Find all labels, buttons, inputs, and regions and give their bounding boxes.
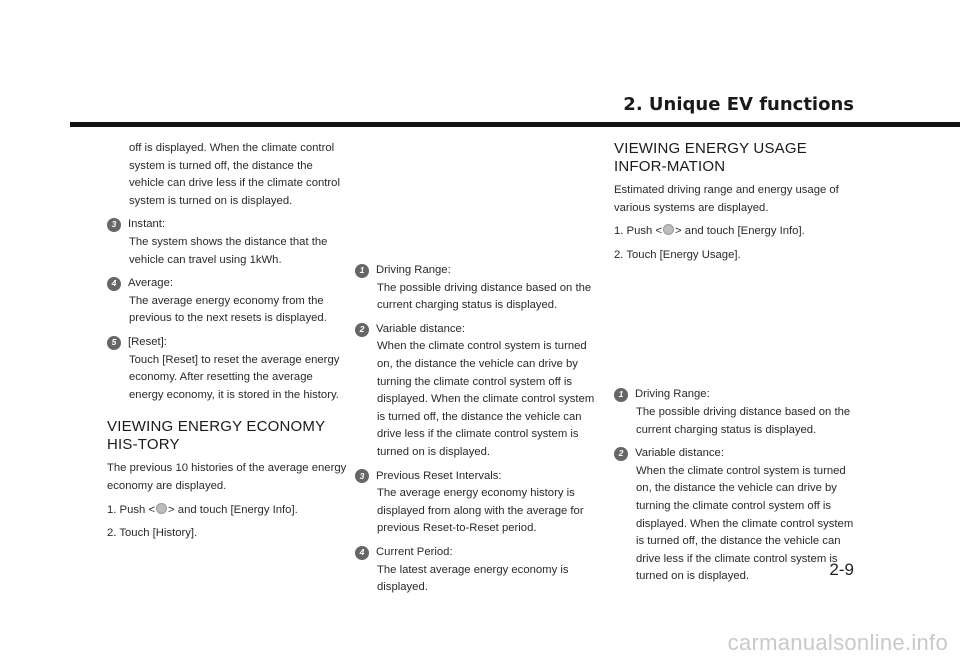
- step-2: 2. Touch [Energy Usage].: [614, 248, 741, 261]
- list-item: [107, 334, 347, 404]
- heading-energy-economy-history: VIEWING ENERGY ECONOMY HIS-TORY: [107, 418, 326, 454]
- item-text: When the climate control system is turned on, the distance the vehicle can drive by turning the climate control system off is displayed. When the climate control system is turned off, the distance the vehicle can drive less if the climate control system is turned on is displayed.: [377, 340, 595, 458]
- callout-number-3-icon: 3: [107, 218, 121, 232]
- callout-number-1-icon: 1: [355, 264, 369, 278]
- list-item: [355, 468, 595, 538]
- list-item: [355, 262, 595, 315]
- item-label: [Reset]:: [128, 335, 167, 348]
- list-item: [614, 445, 854, 586]
- lead-paragraph: off is displayed. When the climate control system is turned off, the distance the vehicle can drive less if the climate control system is turned on is displayed.: [129, 142, 340, 207]
- callout-number-2-icon: 2: [614, 447, 628, 461]
- item-text: The system shows the distance that the vehicle can travel using 1kWh.: [129, 235, 328, 266]
- item-text: When the climate control system is turned on, the distance the vehicle can drive by turning the climate control system off is displayed. When the climate control system is turned off, the distance the vehicle can drive less if the climate control system is turned on is displayed.: [636, 464, 854, 583]
- item-text: The average energy economy history is displayed from along with the average for previous Reset-to-Reset period.: [377, 487, 584, 535]
- item-label: Current Period:: [376, 545, 453, 558]
- column-1: [107, 140, 347, 549]
- section-title: 2. Unique EV functions: [623, 94, 854, 115]
- zero-emission-button-icon: [663, 224, 674, 235]
- item-label: Previous Reset Intervals:: [376, 469, 502, 482]
- list-item: [107, 216, 347, 269]
- zero-emission-button-icon: [156, 503, 167, 514]
- callout-number-3-icon: 3: [355, 469, 369, 483]
- column-2: [355, 262, 595, 603]
- item-label: Driving Range:: [376, 264, 451, 276]
- item-label: Variable distance:: [376, 322, 465, 335]
- item-label: Instant:: [128, 218, 166, 231]
- list-item: [107, 275, 347, 328]
- item-text: Touch [Reset] to reset the average energy economy. After resetting the average energy economy, it is stored in the history.: [129, 353, 340, 401]
- heading-energy-usage-information: VIEWING ENERGY USAGE INFOR-MATION: [614, 140, 807, 175]
- watermark: carmanualsonline.info: [727, 630, 948, 655]
- item-label: Driving Range:: [635, 388, 710, 401]
- item-label: Variable distance:: [635, 447, 724, 460]
- column-3: [614, 140, 854, 592]
- page-number: 2-9: [829, 560, 854, 579]
- callout-number-1-icon: 1: [614, 388, 628, 402]
- list-item: [355, 321, 595, 462]
- intro-paragraph: Estimated driving range and energy usage of various systems are displayed.: [614, 184, 839, 214]
- step-1-suffix: > and touch [Energy Info].: [168, 503, 298, 516]
- callout-number-2-icon: 2: [355, 323, 369, 337]
- intro-paragraph: The previous 10 histories of the average energy economy are displayed.: [107, 462, 347, 492]
- callout-number-5-icon: 5: [107, 336, 121, 350]
- header-rule: [70, 122, 960, 127]
- callout-number-4-icon: 4: [355, 546, 369, 560]
- step-1: [614, 223, 854, 241]
- list-item: [614, 386, 854, 439]
- item-text: The latest average energy economy is displayed.: [377, 563, 569, 594]
- item-text: The possible driving distance based on the current charging status is displayed.: [377, 281, 592, 312]
- step-2: 2. Touch [History].: [107, 527, 198, 540]
- callout-number-4-icon: 4: [107, 277, 121, 291]
- step-1-suffix: > and touch [Energy Info].: [675, 225, 805, 238]
- step-1: [107, 502, 347, 520]
- figure-space: [614, 270, 854, 386]
- item-text: The average energy economy from the previous to the next resets is displayed.: [129, 294, 327, 325]
- list-item: [355, 544, 595, 597]
- step-1-prefix: 1. Push <: [107, 503, 156, 516]
- step-1-prefix: 1. Push <: [614, 225, 663, 238]
- item-text: The possible driving distance based on the current charging status is displayed.: [636, 405, 851, 436]
- item-label: Average:: [128, 277, 174, 290]
